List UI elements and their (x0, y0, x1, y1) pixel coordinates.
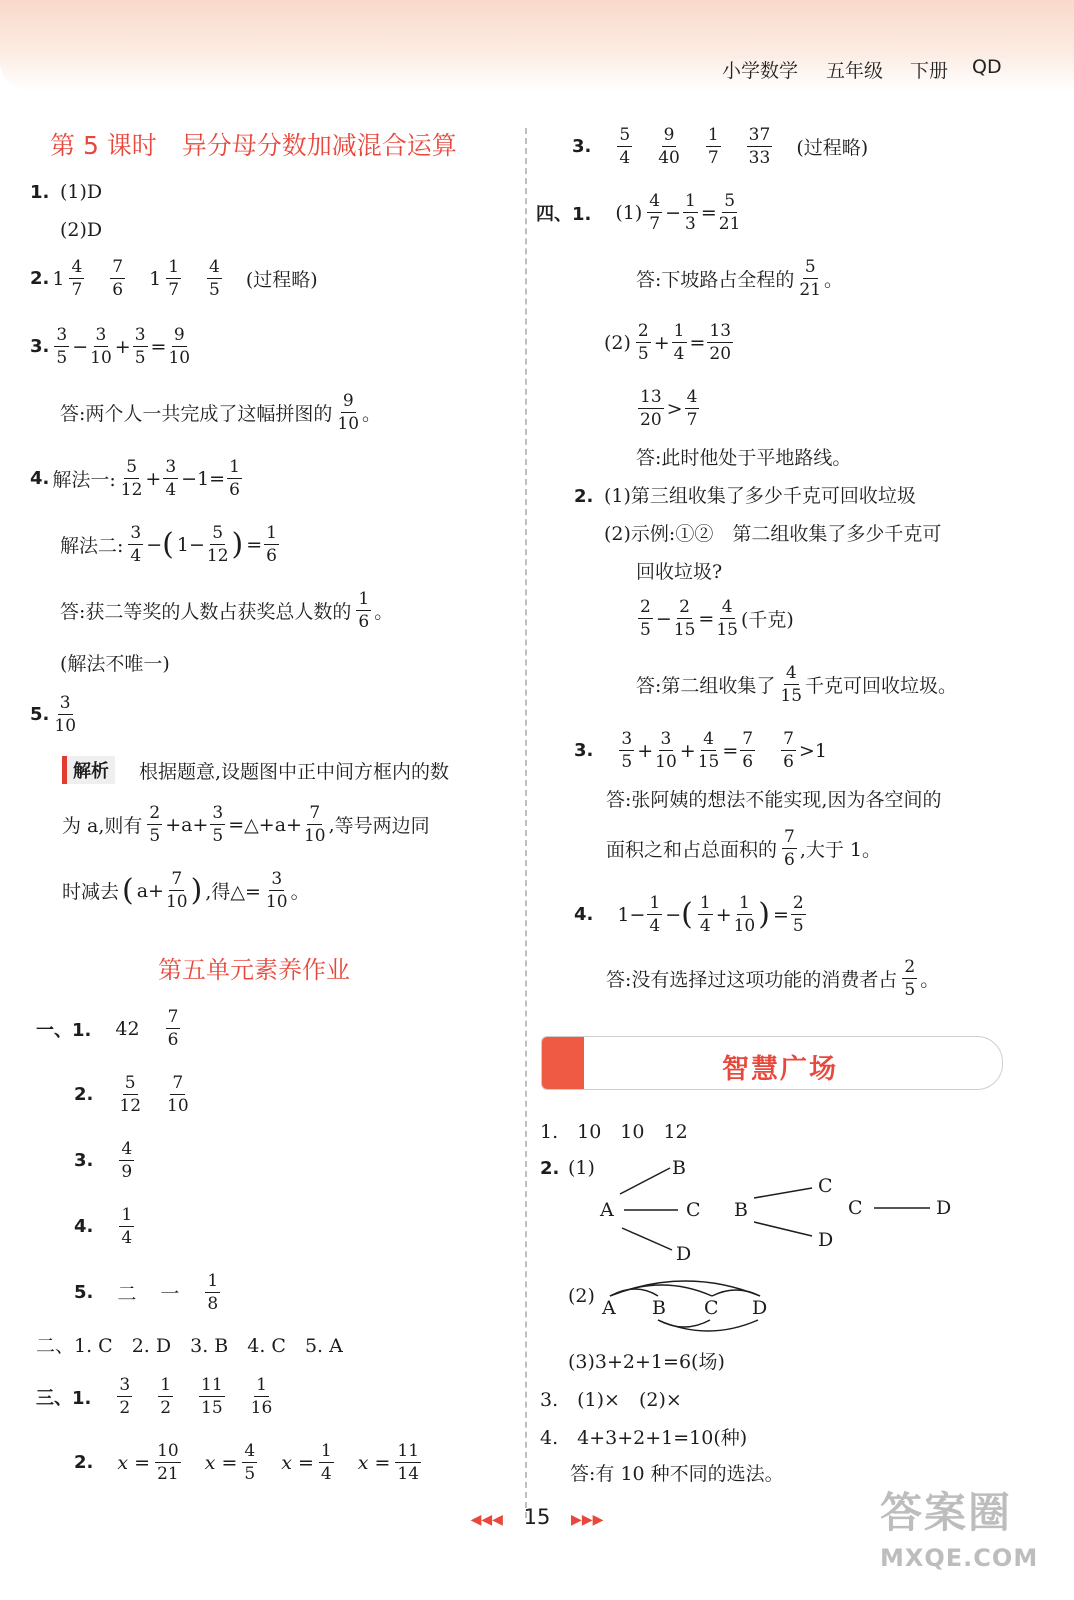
s4-2a: (1)第三组收集了多少千克可回收垃圾 (604, 485, 916, 507)
s4-3-answer2: 面积之和占总面积的 $\frac{7}{6}$ ,大于 1。 (606, 827, 882, 870)
s4-2-expr: $\frac{2}{5}$ − $\frac{2}{15}$ = $\frac{4}{15}$ (千克) (640, 597, 794, 640)
watermark-title: 答案圈 (880, 1488, 1013, 1537)
node-d3: D (936, 1197, 952, 1219)
w2-2-label: (2) (568, 1285, 595, 1307)
s4-1-2: (2) $\frac{2}{5}$ + $\frac{1}{4}$ = $\frac{13}{20}$ (604, 321, 732, 364)
row-d: D (752, 1297, 768, 1319)
w2-3-line: (3)3+2+1=6(场) (568, 1351, 725, 1373)
analysis-tag: 解析 (62, 756, 115, 784)
row-c: C (704, 1297, 719, 1319)
s4-1-answer2: 答:此时他处于平地路线。 (636, 447, 852, 469)
header-subject: 小学数学 (722, 60, 799, 82)
s4-1-1: 四、1. (1) $\frac{4}{7}$ − $\frac{1}{3}$ = $\frac{5}{21}$ (536, 191, 741, 234)
tournament-diagram-1 (590, 1150, 990, 1270)
s4-3-answer1: 答:张阿姨的想法不能实现,因为各空间的 (606, 789, 942, 811)
q3-row: 3. $\frac{3}{5}$ − $\frac{3}{10}$ + $\frac{3}{5}$ = $\frac{9}{10}$ (30, 325, 191, 368)
q5-row: 5. $\frac{3}{10}$ (30, 693, 77, 736)
r3-row: 3. $\frac{5}{4}$ $\frac{9}{40}$ $\frac{1}{7}$ $\frac{37}{33}$ (过程略) (572, 125, 869, 168)
s4-2-answer: 答:第二组收集了 $\frac{4}{15}$ 千克可回收垃圾。 (636, 663, 958, 706)
wisdom-banner (541, 1036, 1003, 1090)
s1-3: 3. $\frac{4}{9}$ (74, 1139, 133, 1182)
edge-bc (754, 1188, 812, 1198)
q4-answer: 答:获二等奖的人数占获奖总人数的 $\frac{1}{6}$ 。 (60, 589, 394, 632)
w3-line: 3. (1)× (2)× (540, 1389, 682, 1411)
q1a: (1)D (60, 181, 103, 203)
edge-ab (620, 1168, 670, 1194)
s4-4-expr: 4. 1− $\frac{1}{4}$ − ( $\frac{1}{4}$ + $\frac{1}{10}$ ) = $\frac{2}{5}$ (574, 893, 804, 936)
q4-note: (解法不唯一) (60, 653, 170, 675)
s1-2: 2. $\frac{5}{12}$ $\frac{7}{10}$ (74, 1073, 189, 1116)
node-b2: B (734, 1199, 748, 1221)
arc-cd (712, 1290, 760, 1296)
analysis-line2: 为 a,则有 $\frac{2}{5}$ +a+ $\frac{3}{5}$ =△+a+ $\frac{7}{10}$ , 等号两边同 (62, 803, 430, 846)
s4-1-compare: $\frac{13}{20}$ > $\frac{4}{7}$ (640, 387, 698, 430)
s4-2b: (2)示例:①② 第二组收集了多少千克可 (604, 523, 942, 545)
header-volume: 下册 (910, 60, 949, 82)
prev-arrows-icon: ◀◀◀ (470, 1512, 503, 1528)
w2-1-label: (1) (568, 1157, 595, 1179)
s4-2-label: 2. (574, 486, 594, 507)
node-c: C (686, 1199, 701, 1221)
q4-method1: 4. 解法一: $\frac{5}{12}$ + $\frac{3}{4}$ −1= $\frac{1}{6}$ (30, 457, 240, 500)
header-edition: QD (972, 56, 1002, 78)
banner-block (542, 1037, 584, 1089)
s1-1: 一、1. 42 $\frac{7}{6}$ (36, 1007, 179, 1050)
watermark-url: MXQE.COM (880, 1544, 1039, 1572)
node-a: A (600, 1199, 614, 1221)
node-b: B (672, 1157, 686, 1179)
s4-4-answer: 答:没有选择过这项功能的消费者占 $\frac{2}{5}$ 。 (606, 957, 940, 1000)
s3-1: 三、1. $\frac{3}{2}$ $\frac{1}{2}$ $\frac{11}{15}$ $\frac{1}{16}$ (36, 1375, 273, 1418)
next-arrows-icon: ▶▶▶ (571, 1512, 604, 1528)
header-grade: 五年级 (826, 60, 884, 82)
w1-line: 1. 10 10 12 (540, 1121, 688, 1143)
s4-3-expr: 3. $\frac{3}{5}$ + $\frac{3}{10}$ + $\frac{4}{15}$ = $\frac{7}{6}$ $\frac{7}{6}$ >1 (574, 729, 827, 772)
tournament-diagram-2 (596, 1280, 786, 1340)
q1-label: 1. (30, 182, 50, 203)
banner-title: 智慧广场 (722, 1054, 838, 1085)
node-c3: C (848, 1197, 863, 1219)
s1-5: 5. 二 一 $\frac{1}{8}$ (74, 1271, 219, 1314)
lesson-title: 第 5 课时 异分母分数加减混合运算 (50, 131, 457, 160)
arc-ad (610, 1281, 760, 1296)
page-number: 15 (523, 1505, 551, 1529)
s2-line: 二、1. C 2. D 3. B 4. C 5. A (36, 1335, 343, 1357)
node-d: D (676, 1243, 692, 1265)
node-c2: C (818, 1175, 833, 1197)
s4-2c: 回收垃圾? (636, 561, 723, 583)
w4-answer: 答:有 10 种不同的选法。 (570, 1463, 784, 1485)
analysis-line3: 时减去 ( a+ $\frac{7}{10}$ ) ,得△= $\frac{3}{10}$ 。 (62, 869, 310, 912)
q2-row: 2. 1 $\frac{4}{7}$ $\frac{7}{6}$ 1 $\frac{1}{7}$ $\frac{4}{5}$ (过程略) (30, 257, 318, 300)
q1b: (2)D (60, 219, 103, 241)
q3-answer: 答:两个人一共完成了这幅拼图的 $\frac{9}{10}$ 。 (60, 391, 382, 434)
watermark (880, 1480, 1070, 1596)
w4-line: 4. 4+3+2+1=10(种) (540, 1427, 748, 1449)
unit-title: 第五单元素养作业 (158, 956, 350, 984)
row-a: A (602, 1297, 616, 1319)
s4-1-answer: 答:下坡路占全程的 $\frac{5}{21}$ 。 (636, 257, 844, 300)
q4-method2: 解法二: $\frac{3}{4}$ − ( 1− $\frac{5}{12}$ ) = $\frac{1}{6}$ (60, 523, 277, 566)
row-b: B (652, 1297, 666, 1319)
s1-4: 4. $\frac{1}{4}$ (74, 1205, 133, 1248)
edge-bd (754, 1222, 812, 1236)
node-d2: D (818, 1229, 834, 1251)
w2-label: 2. (540, 1158, 560, 1179)
edge-ad (622, 1228, 672, 1250)
column-divider (525, 128, 527, 1518)
s3-2: 2. x = $\frac{10}{21}$ x = $\frac{4}{5}$ x = $\frac{1}{4}$ x = $\frac{11}{14}$ (74, 1441, 420, 1484)
analysis-line1: 解析 根据题意,设题图中正中间方框内的数 (62, 756, 452, 784)
